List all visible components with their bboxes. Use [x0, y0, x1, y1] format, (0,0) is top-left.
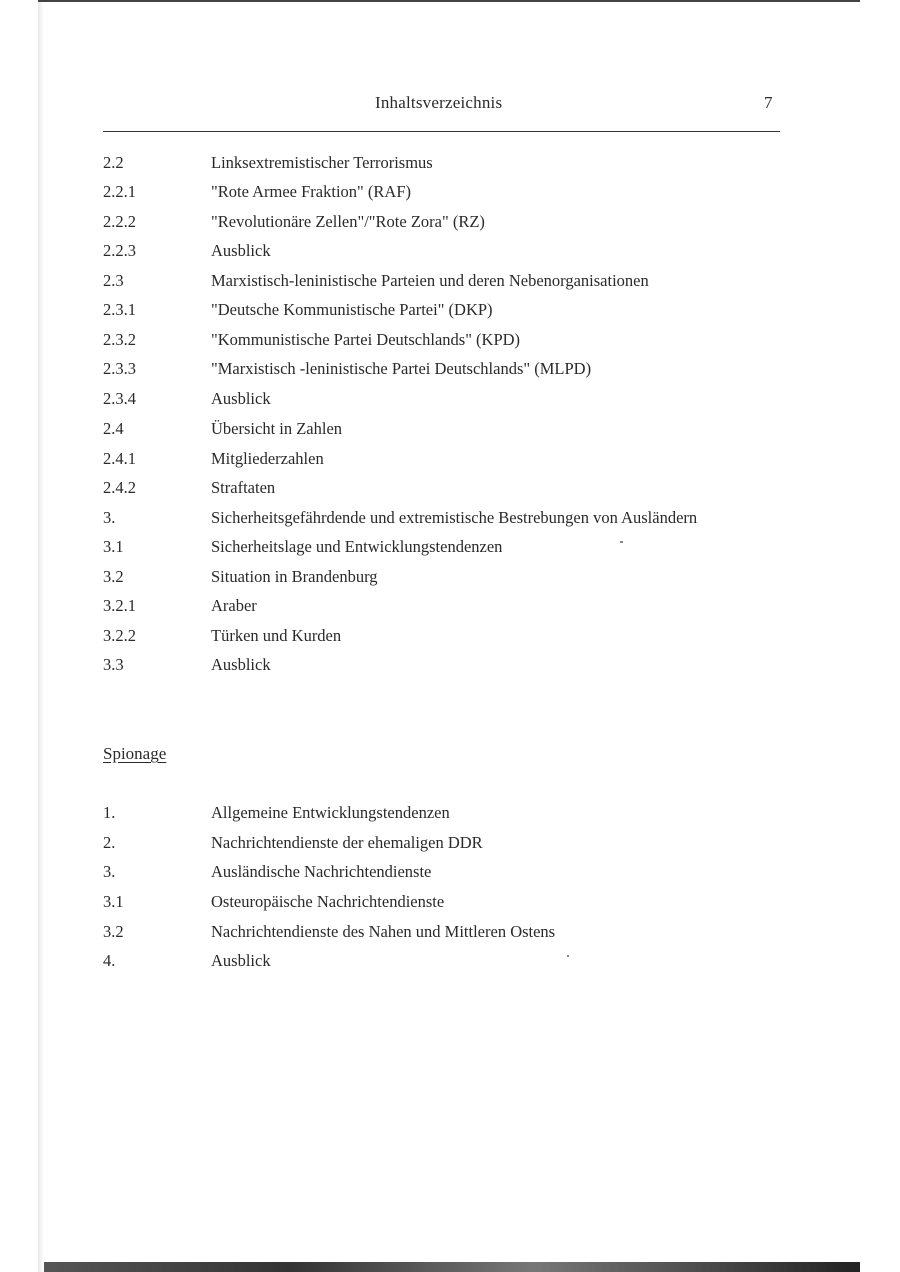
- toc-title: Türken und Kurden: [211, 626, 342, 645]
- toc-number: 2.3: [103, 271, 124, 290]
- toc-number: 2.4.2: [103, 478, 136, 497]
- toc-number: 2.3.2: [103, 330, 136, 349]
- toc-title: "Kommunistische Partei Deutschlands" (KPD): [211, 330, 521, 349]
- toc-title: "Deutsche Kommunistische Partei" (DKP): [211, 300, 493, 319]
- toc-number: 2.2.1: [103, 182, 136, 201]
- toc-title: "Marxistisch -leninistische Partei Deutschlands" (MLPD): [211, 359, 592, 378]
- toc-number: 3.1: [103, 537, 124, 556]
- section-heading-spionage: Spionage: [103, 744, 167, 763]
- header-divider: [103, 131, 780, 132]
- toc-number: 2.4: [103, 419, 124, 438]
- toc-title: Osteuropäische Nachrichtendienste: [211, 892, 445, 911]
- toc-number: 2.4.1: [103, 449, 136, 468]
- toc-number: 3.2: [103, 922, 124, 941]
- toc-title: Situation in Brandenburg: [211, 567, 378, 586]
- toc-number: 2.2.2: [103, 212, 136, 231]
- scan-bottom-border: [44, 1262, 860, 1272]
- toc-number: 3.2.1: [103, 596, 136, 615]
- toc-number: 4.: [103, 951, 116, 970]
- toc-number: 3.: [103, 508, 116, 527]
- toc-number: 3.1: [103, 892, 124, 911]
- page-left-edge-shadow: [38, 0, 44, 1272]
- toc-number: 2.3.3: [103, 359, 136, 378]
- toc-title: Linksextremistischer Terrorismus: [211, 153, 433, 172]
- toc-number: 2.2: [103, 153, 124, 172]
- toc-number: 2.3.1: [103, 300, 136, 319]
- toc-title: Straftaten: [211, 478, 276, 497]
- toc-title: Ausblick: [211, 655, 271, 674]
- toc-number: 2.2.3: [103, 241, 136, 260]
- toc-number: 2.3.4: [103, 389, 136, 408]
- toc-title: Ausblick: [211, 951, 271, 970]
- toc-title: Ausländische Nachrichtendienste: [211, 862, 432, 881]
- toc-title: Araber: [211, 596, 257, 615]
- toc-number: 2.: [103, 833, 116, 852]
- page-header-title: Inhaltsverzeichnis: [375, 93, 503, 112]
- toc-number: 3.: [103, 862, 116, 881]
- toc-title: Ausblick: [211, 241, 271, 260]
- toc-number: 1.: [103, 803, 116, 822]
- toc-title: Allgemeine Entwicklungstendenzen: [211, 803, 450, 822]
- scan-top-border: [38, 0, 860, 2]
- toc-number: 3.2.2: [103, 626, 136, 645]
- toc-title: Marxistisch-leninistische Parteien und deren Nebenorganisationen: [211, 271, 649, 290]
- toc-title: Nachrichtendienste des Nahen und Mittleren Ostens: [211, 922, 556, 941]
- toc-number: 3.3: [103, 655, 124, 674]
- toc-title: Sicherheitslage und Entwicklungstendenzen: [211, 537, 503, 556]
- page-number: 7: [764, 93, 773, 112]
- toc-title: Sicherheitsgefährdende und extremistische Bestrebungen von Ausländern: [211, 508, 698, 527]
- scan-speck: [620, 541, 623, 543]
- toc-title: Mitgliederzahlen: [211, 449, 324, 468]
- toc-number: 3.2: [103, 567, 124, 586]
- toc-title: "Rote Armee Fraktion" (RAF): [211, 182, 411, 201]
- scan-speck: [567, 955, 569, 957]
- toc-title: Nachrichtendienste der ehemaligen DDR: [211, 833, 483, 852]
- toc-title: Übersicht in Zahlen: [211, 419, 343, 438]
- toc-title: "Revolutionäre Zellen"/"Rote Zora" (RZ): [211, 212, 485, 231]
- toc-title: Ausblick: [211, 389, 271, 408]
